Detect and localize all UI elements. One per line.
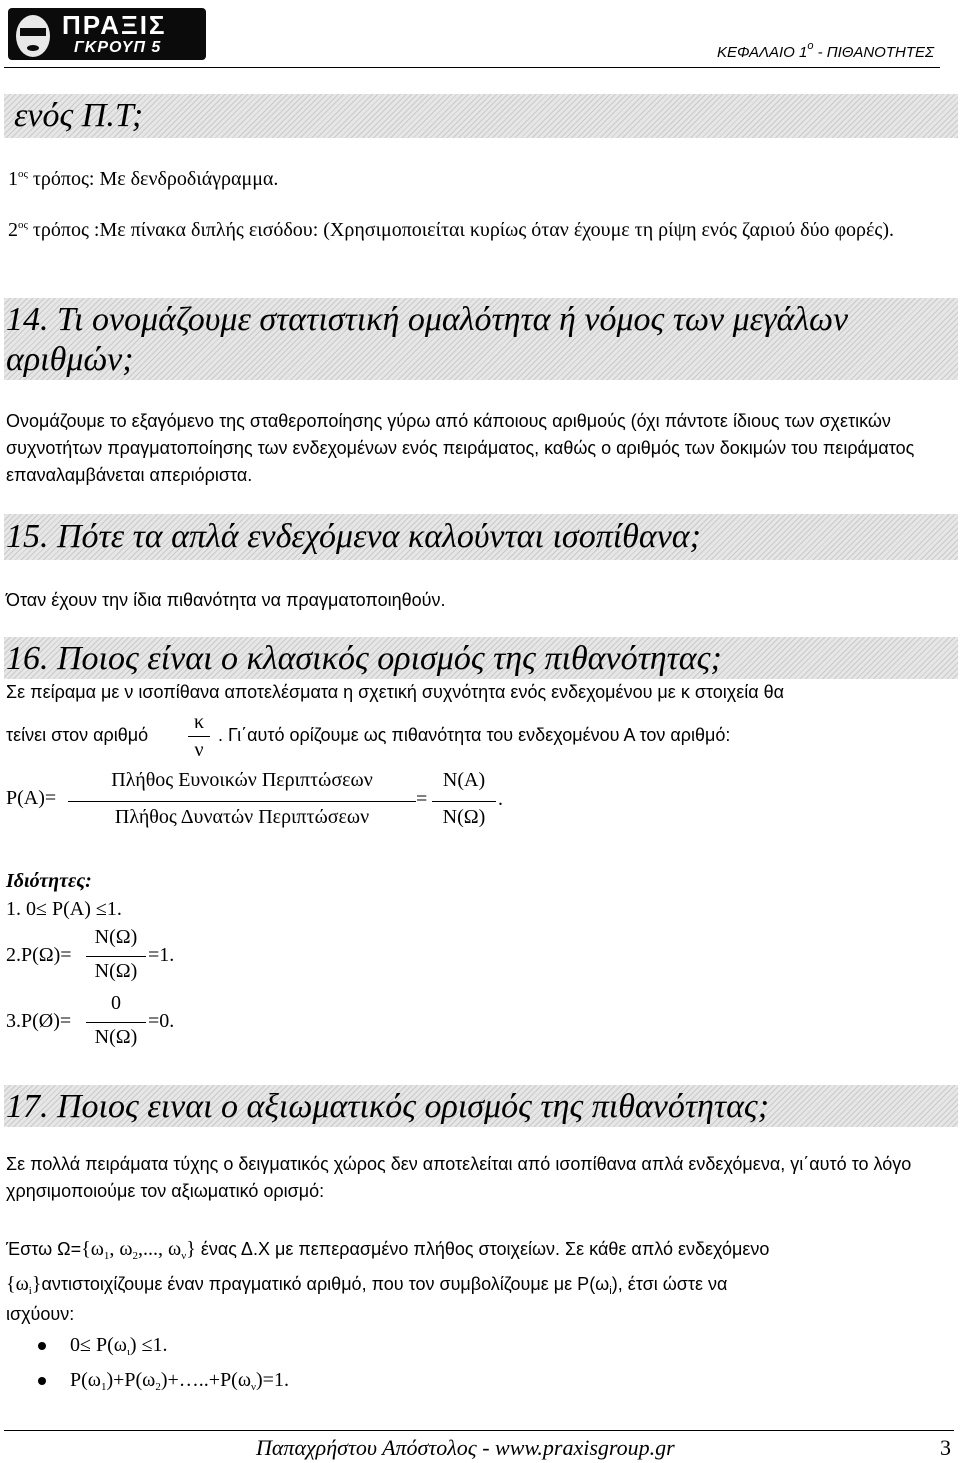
- bullet-1-sub: ι: [126, 1346, 130, 1358]
- pa-denominator: N(Ω): [442, 806, 486, 828]
- bullet-1-b: ) ≤1.: [129, 1334, 168, 1356]
- bullet-2-text: [70, 1369, 289, 1391]
- def1-set-close: }: [186, 1238, 196, 1260]
- q17-title: 17. Ποιος ειναι ο αξιωματικός ορισμός της πιθανότητας;: [6, 1088, 770, 1125]
- bullet-2-sub2: 2: [155, 1381, 161, 1393]
- pa-label: P(A)=: [6, 787, 57, 809]
- bullet-2-sub3: ν: [251, 1381, 256, 1393]
- q14-title: 14. Τι ονομάζουμε στατιστική ομαλότητα ή νόμος των μεγάλων αριθμών;: [6, 301, 849, 378]
- prop-2-label: 2.P(Ω)=: [6, 944, 72, 966]
- props-title: Ιδιότητες:: [6, 870, 92, 892]
- def1-set-mid: , ω: [109, 1238, 133, 1260]
- q17-def-line3: ισχύουν:: [6, 1304, 75, 1324]
- def2-a: αντιστοιχίζουμε έναν πραγματικό αριθμό, που τον συμβολίζουμε με P(ω: [41, 1274, 610, 1294]
- q16-title: 16. Ποιος είναι ο κλασικός ορισμός της πιθανότητας;: [6, 640, 722, 677]
- bullet-dot-icon: [38, 1342, 46, 1350]
- method-1-sup: ος: [18, 168, 28, 180]
- kappa-nu-fraction-line: [188, 736, 210, 737]
- q16-line2b: . Γι΄αυτό ορίζουμε ως πιθανότητα του ενδεχομένου Α τον αριθμό:: [218, 725, 731, 745]
- def2-set-open: {ω: [6, 1273, 29, 1295]
- method-2-sup: ος: [18, 219, 28, 231]
- logo-text-top: ΠΡΑΞΙΣ: [62, 10, 167, 40]
- pa-words-numerator: Πλήθος Ευνοικών Περιπτώσεων: [111, 769, 373, 791]
- top-title: ενός Π.Τ;: [14, 97, 144, 134]
- bullet-2-c: )+…..+P(ω: [160, 1369, 252, 1391]
- prop-3-end: =0.: [148, 1010, 175, 1032]
- chapter-header: [717, 40, 934, 61]
- method-2: [8, 217, 948, 243]
- prop-2-denominator: N(Ω): [94, 960, 138, 982]
- bullet-1-text: [70, 1334, 168, 1356]
- def1-sub2: 2: [132, 1250, 139, 1262]
- prop-2-numerator: N(Ω): [94, 926, 138, 948]
- prop-3-fraction-line: [86, 1022, 146, 1023]
- def1-subv: ν: [181, 1250, 187, 1262]
- prop-2-fraction-line: [86, 956, 146, 957]
- footer-author: Παπαχρήστου Απόστολος - www.praxisgroup.gr: [256, 1435, 675, 1460]
- def1-set-mid2: ,..., ω: [138, 1238, 182, 1260]
- footer-rule: [4, 1430, 954, 1431]
- top-title-bar: [4, 94, 958, 138]
- pa-words-fraction-line: [68, 801, 416, 802]
- def1-b: ένας Δ.Χ με πεπερασμένο πλήθος στοιχείων. Σε κάθε απλό ενδεχόμενο: [195, 1239, 770, 1259]
- method-1-num: 1: [8, 168, 18, 190]
- prop-2-end: =1.: [148, 944, 175, 966]
- q14-body: Ονομάζουμε το εξαγόμενο της σταθεροποίησης γύρω από κάποιους αριθμούς (όχι πάντοτε ίδιους των σχετικών συχνοτήτων πραγματοποίησης των ενδεχομένων ενός πειράματος, καθώς ο αριθμός των δοκιμών του πειράματος επαναλαμβάνεται απεριόριστα.: [6, 411, 915, 485]
- bullet-1-a: 0≤ P(ω: [70, 1334, 127, 1356]
- def1-set: [81, 1238, 196, 1260]
- prop-3-numerator: 0: [111, 992, 121, 1014]
- footer-page: 3: [940, 1435, 951, 1460]
- nu-denominator: ν: [194, 739, 204, 761]
- def2-b: ), έτσι ώστε να: [611, 1274, 728, 1294]
- bullet-2-d: )=1.: [256, 1369, 289, 1391]
- def2-set: [6, 1273, 41, 1295]
- def1-sub1: 1: [103, 1250, 110, 1262]
- method-2-num: 2: [8, 219, 18, 241]
- q15-body: Όταν έχουν την ίδια πιθανότητα να πραγματοποιηθούν.: [6, 590, 446, 610]
- bullet-dot-icon: [38, 1377, 46, 1385]
- def1-set-open: {ω: [81, 1238, 104, 1260]
- def2-set-close: }: [31, 1273, 42, 1295]
- pa-words-denominator: Πλήθος Δυνατών Περιπτώσεων: [114, 806, 370, 828]
- logo: [8, 8, 206, 60]
- bullet-2-sub1: 1: [100, 1381, 107, 1393]
- prop-3-denominator: N(Ω): [94, 1026, 138, 1048]
- def2-subi: i: [28, 1285, 32, 1297]
- kappa-numerator: κ: [193, 711, 205, 733]
- q17-body: Σε πολλά πειράματα τύχης ο δειγματικός χώρος δεν αποτελείται από ισοπίθανα απλά ενδεχόμενα, γι΄αυτό το λόγο χρησιμοποιούμε τον αξιωματικό ορισμό:: [6, 1154, 912, 1201]
- def1-a: Έστω Ω=: [6, 1239, 82, 1259]
- chapter-sup: ο: [807, 40, 814, 52]
- pa-numerator: N(A): [442, 769, 486, 791]
- chapter-rest: - ΠΙΘΑΝΟΤΗΤΕΣ: [813, 44, 934, 61]
- q17-def-line1: [6, 1236, 769, 1262]
- q16-line2a: τείνει στον αριθμό: [6, 725, 149, 745]
- pa-end: .: [498, 788, 503, 810]
- def2-subi2: i: [609, 1285, 612, 1297]
- logo-text-bottom: ΓΚΡΟΥΠ 5: [74, 39, 162, 56]
- method-1: [8, 166, 278, 192]
- header-rule: [4, 67, 940, 68]
- pa-equals: =: [416, 788, 428, 810]
- pa-fraction-line: [432, 801, 496, 802]
- method-1-text: τρόπος: Με δενδροδιάγραμμα.: [27, 168, 279, 190]
- method-2-text: τρόπος :Με πίνακα διπλής εισόδου: (Χρησιμοποιείται κυρίως όταν έχουμε τη ρίψη ενός ζαριού δύο φορές).: [27, 219, 895, 241]
- prop-3-label: 3.P(Ø)=: [6, 1010, 72, 1032]
- bullet-1: [38, 1332, 168, 1358]
- bullet-2-a: P(ω: [70, 1369, 101, 1391]
- q16-line1: Σε πείραμα με ν ισοπίθανα αποτελέσματα η σχετική συχνότητα ενός ενδεχομένου με κ στοιχεία θα: [6, 682, 785, 702]
- bullet-2-b: )+P(ω: [106, 1369, 156, 1391]
- chapter-label: ΚΕΦΑΛΑΙΟ 1: [717, 44, 808, 61]
- bullet-2: [38, 1367, 289, 1393]
- logo-face-icon: [10, 8, 56, 60]
- prop-1: 1. 0≤ P(A) ≤1.: [6, 898, 122, 920]
- q17-def-line2: [6, 1271, 727, 1297]
- q15-title: 15. Πότε τα απλά ενδεχόμενα καλούνται ισοπίθανα;: [6, 518, 701, 555]
